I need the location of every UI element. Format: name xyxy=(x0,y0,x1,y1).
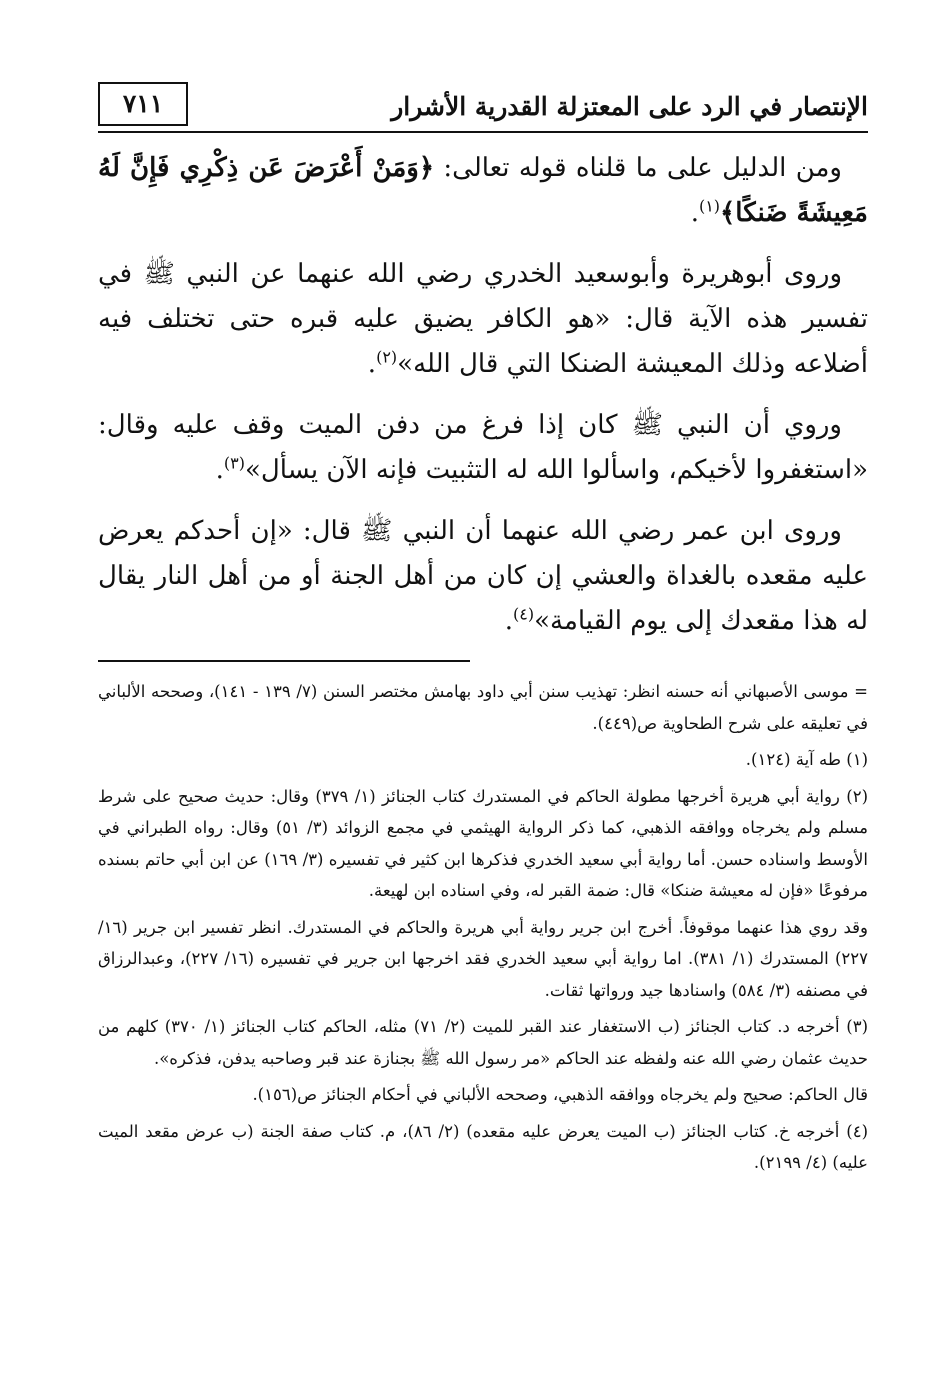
footnote: (٣) أخرجه د. كتاب الجنائز (ب الاستغفار عند القبر للميت (٢/ ٧١) مثله، الحاكم كتاب الجنائز (١/ ٣٧٠) كلهم من حديث عثمان رضي الله عنه ولفظه عند الحاكم «مر رسول الله ﷺ بجنازة عند قبر وصاحبه يدفن، فذكره». xyxy=(98,1017,868,1068)
footnote: (١) طه آية (١٢٤). xyxy=(745,750,868,769)
header-divider xyxy=(98,131,868,133)
footnote: (٤) أخرجه خ. كتاب الجنائز (ب الميت يعرض عليه مقعده) (٢/ ٨٦)، م. كتاب صفة الجنة (ب عرض مقعد الميت عليه) (٤/ ٢١٩٩). xyxy=(98,1121,868,1172)
main-text xyxy=(98,146,868,660)
footnote-ref: (٤) xyxy=(513,604,535,624)
paragraph: وروى ابن عمر رضي الله عنهما أن النبي ﷺ قال: «إن أحدكم يعرض عليه مقعده بالغداة والعشي إن كان من أهل الجنة أو من أهل النار يقال له هذا مقعدك إلى يوم القيامة»$^{(٤)}$. xyxy=(98,516,868,636)
footnote: وقد روي هذا عنهما موقوفاً. أخرج ابن جرير رواية أبي هريرة والحاكم في المستدرك. انظر تفسير ابن جرير (١٦/ ٢٢٧) المستدرك (١/ ٣٨١). اما رواية أبي سعيد الخدري فقد اخرجها ابن جرير في تفسيره (١٦/ ٢٢٧)، وعبدالرزاق في مصنفه (٣/ ٥٨٤) واسنادها جيد ورواتها ثقات. xyxy=(98,917,868,1000)
footnote: قال الحاكم: صحيح ولم يخرجاه ووافقه الذهبي، وصححه الألباني في أحكام الجنائز ص(١٥٦). xyxy=(252,1085,868,1104)
page-header xyxy=(98,82,868,134)
footnote: (٢) رواية أبي هريرة أخرجها مطولة الحاكم في المستدرك كتاب الجنائز (١/ ٣٧٩) وقال: حديث صحيح على شرط مسلم ولم يخرجاه ووافقه الذهبي، كما ذكر الرواية الهيثمي في مجمع الزوائد (٣/ ٥١) وقال: رواه الطبراني في الأوسط واسناده حسن. أما رواية أبي سعيد الخدري فذكرها ابن كثير في تفسيره (٣/ ١٦٩) عن ابن أبي حاتم بسنده مرفوعًا «فإن له معيشة ضنكا» قال: ضمة القبر له، وفي اسناده ابن لهيعة. xyxy=(98,786,869,900)
paragraph: ومن الدليل على ما قلناه قوله تعالى: ﴿وَمَنْ أَعْرَضَ عَن ذِكْرِي فَإِنَّ لَهُ مَعِيشَةً ضَنكًا﴾$^{(١)}$. xyxy=(98,153,868,228)
footnote-ref: (٣) xyxy=(223,453,245,473)
footnote-ref: (٢) xyxy=(376,347,398,367)
footnotes xyxy=(98,676,868,1184)
footnote: = موسى الأصبهاني أنه حسنه انظر: تهذيب سنن أبي داود بهامش مختصر السنن (٧/ ١٣٩ - ١٤١)، وصححه الألباني في تعليقه على شرح الطحاوية ص(٤٤٩). xyxy=(98,682,868,733)
quran-verse: ﴿وَمَنْ أَعْرَضَ عَن ذِكْرِي فَإِنَّ لَهُ مَعِيشَةً ضَنكًا﴾ xyxy=(98,153,868,228)
page-number: ٧١١ xyxy=(98,82,188,126)
paragraph: وروى أبوهريرة وأبوسعيد الخدري رضي الله عنهما عن النبي ﷺ في تفسير هذه الآية قال: «هو الكافر يضيق عليه قبره حتى تختلف فيه أضلاعه وذلك المعيشة الضنكا التي قال الله»$^{(٢)}$. xyxy=(98,259,868,379)
running-title: الإنتصار في الرد على المعتزلة القدرية الأشرار xyxy=(391,92,868,121)
footnote-ref: (١) xyxy=(698,196,721,216)
footnotes-divider xyxy=(98,660,470,662)
paragraph: وروي أن النبي ﷺ كان إذا فرغ من دفن الميت وقف عليه وقال: «استغفروا لأخيكم، واسألوا الله له التثبيت فإنه الآن يسأل»$^{(٣)}$. xyxy=(98,410,868,485)
